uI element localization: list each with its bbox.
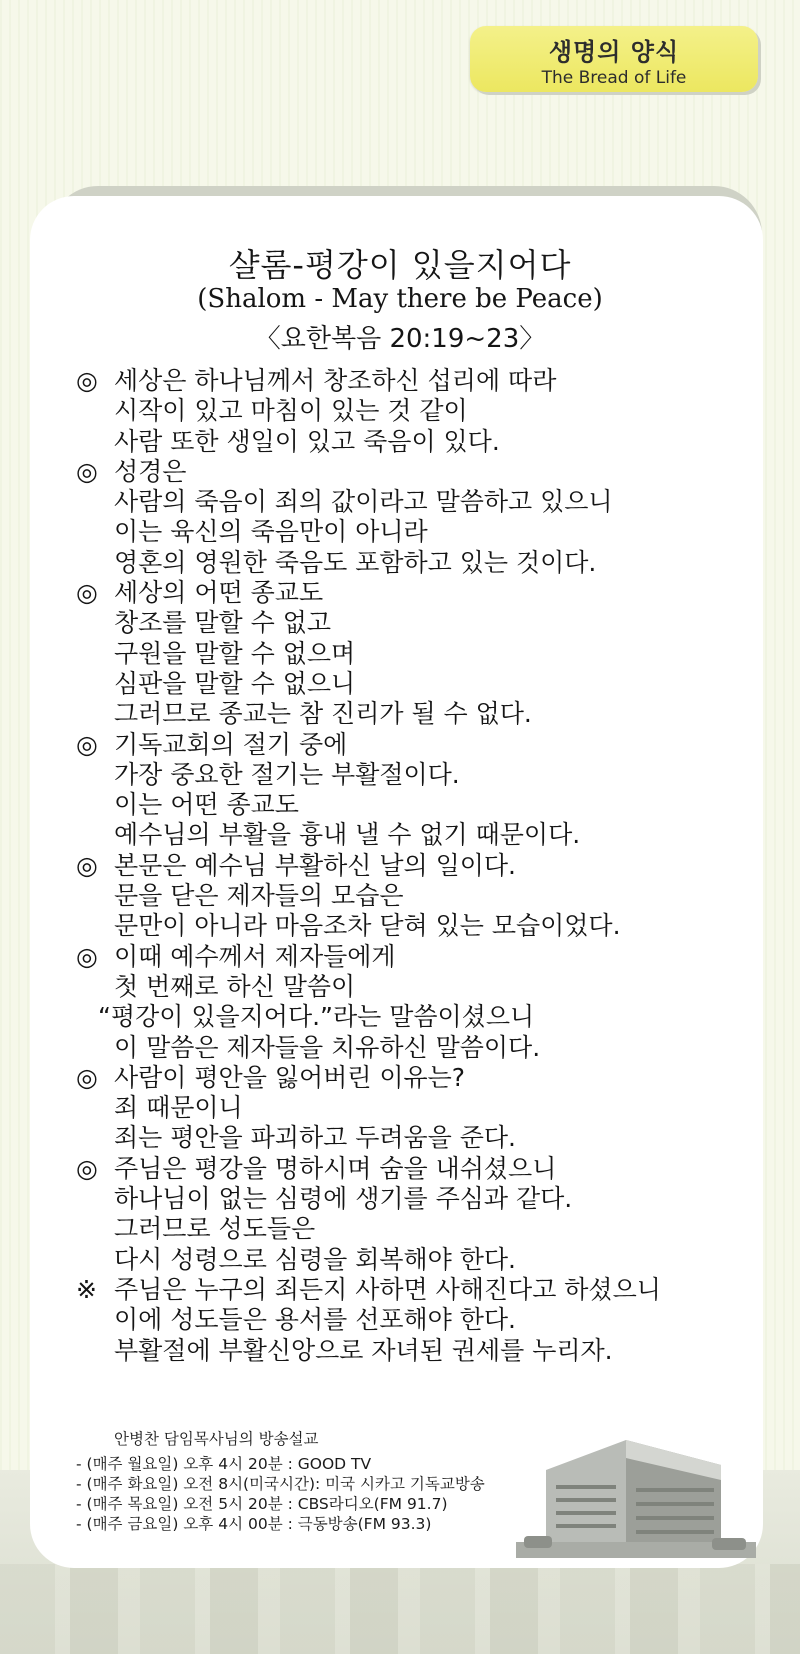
sermon-line: [76, 1123, 776, 1153]
sermon-line: [76, 396, 776, 426]
sermon-line-text: 가장 중요한 절기는 부활절이다.: [114, 759, 460, 789]
sermon-line: [76, 669, 776, 699]
sermon-line: [76, 1245, 776, 1275]
sermon-line-text: 사람이 평안을 잃어버린 이유는?: [114, 1062, 466, 1092]
broadcast-schedule: [76, 1428, 576, 1534]
sermon-line-text: 죄 때문이니: [114, 1093, 243, 1123]
sermon-line: [76, 427, 776, 457]
sermon-line: [76, 760, 776, 790]
sermon-line-text: 부활절에 부활신앙으로 자녀된 권세를 누리자.: [114, 1335, 613, 1365]
sermon-line-text: 사람의 죽음이 죄의 값이라고 말씀하고 있으니: [114, 487, 613, 517]
sermon-line: [76, 1002, 776, 1032]
sermon-line-text: 문을 닫은 제자들의 모습은: [114, 881, 404, 911]
sermon-line-text: 이는 육신의 죽음만이 아니라: [114, 517, 428, 547]
sermon-line-text: 성경은: [114, 456, 187, 486]
bullet-mark: ◎: [76, 941, 98, 971]
sermon-subtitle: (Shalom - May there be Peace): [197, 284, 603, 314]
sermon-line-text: 그러므로 종교는 참 진리가 될 수 없다.: [114, 699, 532, 729]
sermon-line-text: 하나님이 없는 심령에 생기를 주심과 같다.: [114, 1184, 573, 1214]
bullet-mark: ※: [76, 1274, 97, 1304]
sermon-line: [76, 548, 776, 578]
bullet-mark: ◎: [76, 1153, 98, 1183]
sermon-line: [76, 1033, 776, 1063]
sermon-line: [76, 911, 776, 941]
sermon-line: [76, 487, 776, 517]
bullet-mark: ◎: [76, 850, 98, 880]
broadcast-item: - (매주 월요일) 오후 4시 20분 : GOOD TV: [76, 1455, 372, 1473]
sermon-line-text: 주님은 평강을 명하시며 숨을 내쉬셨으니: [114, 1153, 557, 1183]
badge-title-english: The Bread of Life: [541, 68, 687, 88]
sermon-line-text: 창조를 말할 수 없고: [114, 608, 332, 638]
sermon-line: [76, 608, 776, 638]
sermon-title: 샬롬-평강이 있을지어다: [228, 246, 572, 284]
sermon-line: [76, 578, 776, 608]
sermon-line: [76, 790, 776, 820]
sermon-line-text: 영혼의 영원한 죽음도 포함하고 있는 것이다.: [114, 547, 597, 577]
sermon-line-text: 시작이 있고 마침이 있는 것 같이: [114, 396, 468, 426]
bullet-mark: ◎: [76, 578, 98, 608]
sermon-line-text: 죄는 평안을 파괴하고 두려움을 준다.: [114, 1123, 516, 1153]
sermon-line-text: 심판을 말할 수 없으니: [114, 668, 356, 698]
background-texture: [0, 1564, 800, 1654]
sermon-line-text: 이는 어떤 종교도: [114, 790, 299, 820]
broadcast-item: - (매주 화요일) 오전 8시(미국시간): 미국 시카고 기독교방송: [76, 1475, 485, 1493]
sermon-line: [76, 366, 776, 396]
sermon-line-text: 이때 예수께서 제자들에게: [114, 941, 396, 971]
sermon-line: [76, 1154, 776, 1184]
sermon-line-text: “평강이 있을지어다.”라는 말씀이셨으니: [98, 1002, 535, 1032]
sermon-line-text: 다시 성령으로 심령을 회복해야 한다.: [114, 1244, 516, 1274]
sermon-line: [76, 1184, 776, 1214]
sermon-line-text: 본문은 예수님 부활하신 날의 일이다.: [114, 850, 516, 880]
sermon-line: [76, 942, 776, 972]
sermon-line: [76, 1063, 776, 1093]
sermon-line: [76, 881, 776, 911]
bullet-mark: ◎: [76, 366, 98, 395]
sermon-line-text: 세상은 하나님께서 창조하신 섭리에 따라: [114, 366, 557, 395]
sermon-line-text: 예수님의 부활을 흉내 낼 수 없기 때문이다.: [114, 820, 581, 850]
sermon-line-text: 이에 성도들은 용서를 선포해야 한다.: [114, 1305, 516, 1335]
sermon-line-text: 문만이 아니라 마음조차 닫혀 있는 모습이었다.: [114, 911, 621, 941]
bullet-mark: ◎: [76, 1062, 98, 1092]
sermon-line-text: 구원을 말할 수 없으며: [114, 638, 356, 668]
sermon-line: [76, 1336, 776, 1366]
badge-title-korean: 생명의 양식: [548, 38, 680, 66]
bullet-mark: ◎: [76, 729, 98, 759]
church-building-image: [516, 1410, 756, 1558]
sermon-line: [76, 1093, 776, 1123]
broadcast-item: - (매주 금요일) 오후 4시 00분 : 극동방송(FM 93.3): [76, 1515, 432, 1533]
sermon-line-text: 세상의 어떤 종교도: [114, 578, 324, 608]
broadcast-heading: 안병찬 담임목사님의 방송설교: [114, 1430, 319, 1448]
sermon-line-text: 이 말씀은 제자들을 치유하신 말씀이다.: [114, 1032, 541, 1062]
sermon-line: [76, 851, 776, 881]
sermon-line-text: 첫 번째로 하신 말씀이: [114, 971, 356, 1001]
sermon-line: [76, 1305, 776, 1335]
sermon-line-text: 기독교회의 절기 중에: [114, 729, 348, 759]
sermon-line-text: 사람 또한 생일이 있고 죽음이 있다.: [114, 426, 500, 456]
sermon-line: [76, 1214, 776, 1244]
sermon-line: [76, 457, 776, 487]
scripture-reference: 〈요한복음 20:19~23〉: [254, 324, 546, 354]
sermon-line: [76, 820, 776, 850]
section-badge: [470, 26, 758, 92]
sermon-line: [76, 972, 776, 1002]
sermon-body: [76, 366, 776, 1366]
broadcast-item: - (매주 목요일) 오전 5시 20분 : CBS라디오(FM 91.7): [76, 1495, 448, 1513]
sermon-line-text: 주님은 누구의 죄든지 사하면 사해진다고 하셨으니: [114, 1274, 661, 1304]
sermon-line: [76, 517, 776, 547]
sermon-line-text: 그러므로 성도들은: [114, 1214, 316, 1244]
bullet-mark: ◎: [76, 456, 98, 486]
sermon-line: [76, 699, 776, 729]
sermon-line: [76, 1275, 776, 1305]
sermon-line: [76, 730, 776, 760]
sermon-line: [76, 639, 776, 669]
